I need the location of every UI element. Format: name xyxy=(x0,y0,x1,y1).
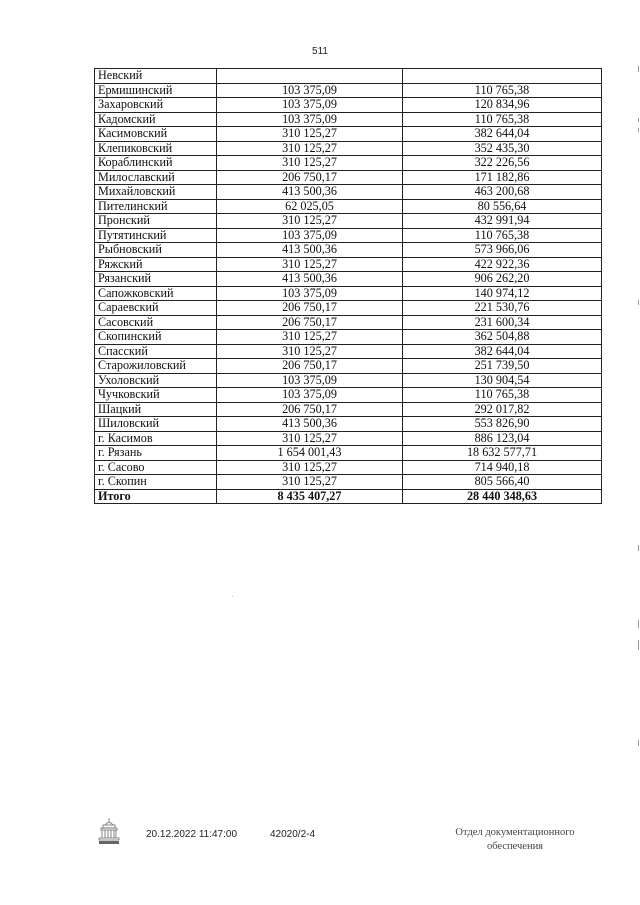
row-value-cell: 103 375,09 xyxy=(217,83,403,98)
row-value-cell: 206 750,17 xyxy=(217,402,403,417)
row-value-cell: 62 025,05 xyxy=(217,199,403,214)
row-name-cell: Кадомский xyxy=(95,112,217,127)
row-value-cell: 206 750,17 xyxy=(217,315,403,330)
table-row xyxy=(95,141,602,156)
row-name-cell: Чучковский xyxy=(95,388,217,403)
row-name-cell: Невский xyxy=(95,69,217,84)
scan-edge-marks xyxy=(632,0,640,905)
table-row xyxy=(95,460,602,475)
row-name-cell: Михайловский xyxy=(95,185,217,200)
table-row xyxy=(95,344,602,359)
table-row xyxy=(95,127,602,142)
row-name-cell: Сапожковский xyxy=(95,286,217,301)
row-name-cell: Касимовский xyxy=(95,127,217,142)
row-value-cell: 110 765,38 xyxy=(403,112,602,127)
row-value-cell: 221 530,76 xyxy=(403,301,602,316)
table-row xyxy=(95,359,602,374)
table-row xyxy=(95,243,602,258)
row-value-cell: 463 200,68 xyxy=(403,185,602,200)
row-name-cell: Милославский xyxy=(95,170,217,185)
row-value-cell: 120 834,96 xyxy=(403,98,602,113)
row-name-cell: Шиловский xyxy=(95,417,217,432)
row-value-cell: 103 375,09 xyxy=(217,98,403,113)
table-row xyxy=(95,431,602,446)
row-name-cell: Сасовский xyxy=(95,315,217,330)
row-value-cell: 322 226,56 xyxy=(403,156,602,171)
row-name-cell: г. Сасово xyxy=(95,460,217,475)
row-value-cell: 103 375,09 xyxy=(217,112,403,127)
row-name-cell: Сараевский xyxy=(95,301,217,316)
row-value-cell: 310 125,27 xyxy=(217,344,403,359)
row-value-cell: 310 125,27 xyxy=(217,214,403,229)
row-value-cell: 103 375,09 xyxy=(217,373,403,388)
row-value-cell: 206 750,17 xyxy=(217,359,403,374)
table-row xyxy=(95,257,602,272)
row-name-cell: Шацкий xyxy=(95,402,217,417)
row-name-cell: Спасский xyxy=(95,344,217,359)
table-row xyxy=(95,402,602,417)
row-value-cell: 413 500,36 xyxy=(217,417,403,432)
row-value-cell: 130 904,54 xyxy=(403,373,602,388)
row-value-cell: 251 739,50 xyxy=(403,359,602,374)
table-row xyxy=(95,199,602,214)
row-name-cell: Пителинский xyxy=(95,199,217,214)
row-name-cell: Кораблинский xyxy=(95,156,217,171)
table-row xyxy=(95,98,602,113)
row-name-cell: Путятинский xyxy=(95,228,217,243)
row-value-cell: 352 435,30 xyxy=(403,141,602,156)
row-value-cell: 310 125,27 xyxy=(217,127,403,142)
duma-logo xyxy=(96,816,122,846)
row-value-cell: 80 556,64 xyxy=(403,199,602,214)
table-row xyxy=(95,156,602,171)
row-value-cell: 18 632 577,71 xyxy=(403,446,602,461)
row-value-cell: 110 765,38 xyxy=(403,83,602,98)
row-name-cell: г. Касимов xyxy=(95,431,217,446)
table-row xyxy=(95,388,602,403)
table-row xyxy=(95,170,602,185)
scan-speck xyxy=(232,596,233,597)
row-value-cell: 310 125,27 xyxy=(217,431,403,446)
row-name-cell: г. Скопин xyxy=(95,475,217,490)
table-body xyxy=(95,69,602,504)
row-name-cell: Рязанский xyxy=(95,272,217,287)
row-value-cell: 413 500,36 xyxy=(217,185,403,200)
row-name-cell: Ермишинский xyxy=(95,83,217,98)
row-name-cell: Старожиловский xyxy=(95,359,217,374)
table-row xyxy=(95,301,602,316)
table-row xyxy=(95,475,602,490)
row-value-cell: 805 566,40 xyxy=(403,475,602,490)
row-name-cell: Захаровский xyxy=(95,98,217,113)
total-label: Итого xyxy=(95,489,217,504)
row-name-cell: Рыбновский xyxy=(95,243,217,258)
row-value-cell: 292 017,82 xyxy=(403,402,602,417)
table-row xyxy=(95,330,602,345)
table-row xyxy=(95,185,602,200)
table-row xyxy=(95,272,602,287)
table-row xyxy=(95,228,602,243)
row-value-cell: 382 644,04 xyxy=(403,344,602,359)
row-value-cell: 231 600,34 xyxy=(403,315,602,330)
table-row xyxy=(95,315,602,330)
row-value-cell: 310 125,27 xyxy=(217,475,403,490)
row-name-cell: г. Рязань xyxy=(95,446,217,461)
row-value-cell: 206 750,17 xyxy=(217,170,403,185)
table-row xyxy=(95,214,602,229)
footer-department xyxy=(440,826,590,854)
row-value-cell: 310 125,27 xyxy=(217,156,403,171)
row-value-cell: 1 654 001,43 xyxy=(217,446,403,461)
table-row xyxy=(95,446,602,461)
row-value-cell: 140 974,12 xyxy=(403,286,602,301)
row-name-cell: Ухоловский xyxy=(95,373,217,388)
row-value-cell: 206 750,17 xyxy=(217,301,403,316)
row-name-cell: Пронский xyxy=(95,214,217,229)
table-row xyxy=(95,417,602,432)
row-value-cell: 110 765,38 xyxy=(403,228,602,243)
row-value-cell: 310 125,27 xyxy=(217,257,403,272)
footer-department-line2: обеспечения xyxy=(486,841,544,852)
row-value-cell: 103 375,09 xyxy=(217,388,403,403)
row-value-cell: 413 500,36 xyxy=(217,243,403,258)
row-value-cell: 362 504,88 xyxy=(403,330,602,345)
row-value-cell: 886 123,04 xyxy=(403,431,602,446)
row-value-cell: 310 125,27 xyxy=(217,141,403,156)
total-value: 28 440 348,63 xyxy=(403,489,602,504)
row-value-cell xyxy=(403,69,602,84)
row-name-cell: Скопинский xyxy=(95,330,217,345)
footer-date: 20.12.2022 11:47:00 xyxy=(146,829,238,840)
footer-doc-code: 42020/2-4 xyxy=(270,829,316,840)
allocation-table xyxy=(94,68,602,504)
row-value-cell: 413 500,36 xyxy=(217,272,403,287)
row-value-cell: 110 765,38 xyxy=(403,388,602,403)
page-number: 511 xyxy=(312,46,328,57)
total-row xyxy=(95,489,602,504)
table-row xyxy=(95,69,602,84)
row-value-cell: 171 182,86 xyxy=(403,170,602,185)
row-value-cell: 714 940,18 xyxy=(403,460,602,475)
row-value-cell: 906 262,20 xyxy=(403,272,602,287)
row-value-cell: 103 375,09 xyxy=(217,228,403,243)
row-value-cell: 382 644,04 xyxy=(403,127,602,142)
total-value: 8 435 407,27 xyxy=(217,489,403,504)
row-value-cell: 573 966,06 xyxy=(403,243,602,258)
row-value-cell: 432 991,94 xyxy=(403,214,602,229)
row-value-cell: 553 826,90 xyxy=(403,417,602,432)
row-value-cell: 103 375,09 xyxy=(217,286,403,301)
table-row xyxy=(95,112,602,127)
row-value-cell: 310 125,27 xyxy=(217,460,403,475)
row-name-cell: Клепиковский xyxy=(95,141,217,156)
footer-department-line1: Отдел документационного xyxy=(455,827,575,838)
table-row xyxy=(95,286,602,301)
row-value-cell xyxy=(217,69,403,84)
row-value-cell: 310 125,27 xyxy=(217,330,403,345)
table-row xyxy=(95,373,602,388)
row-name-cell: Ряжский xyxy=(95,257,217,272)
row-value-cell: 422 922,36 xyxy=(403,257,602,272)
table-row xyxy=(95,83,602,98)
